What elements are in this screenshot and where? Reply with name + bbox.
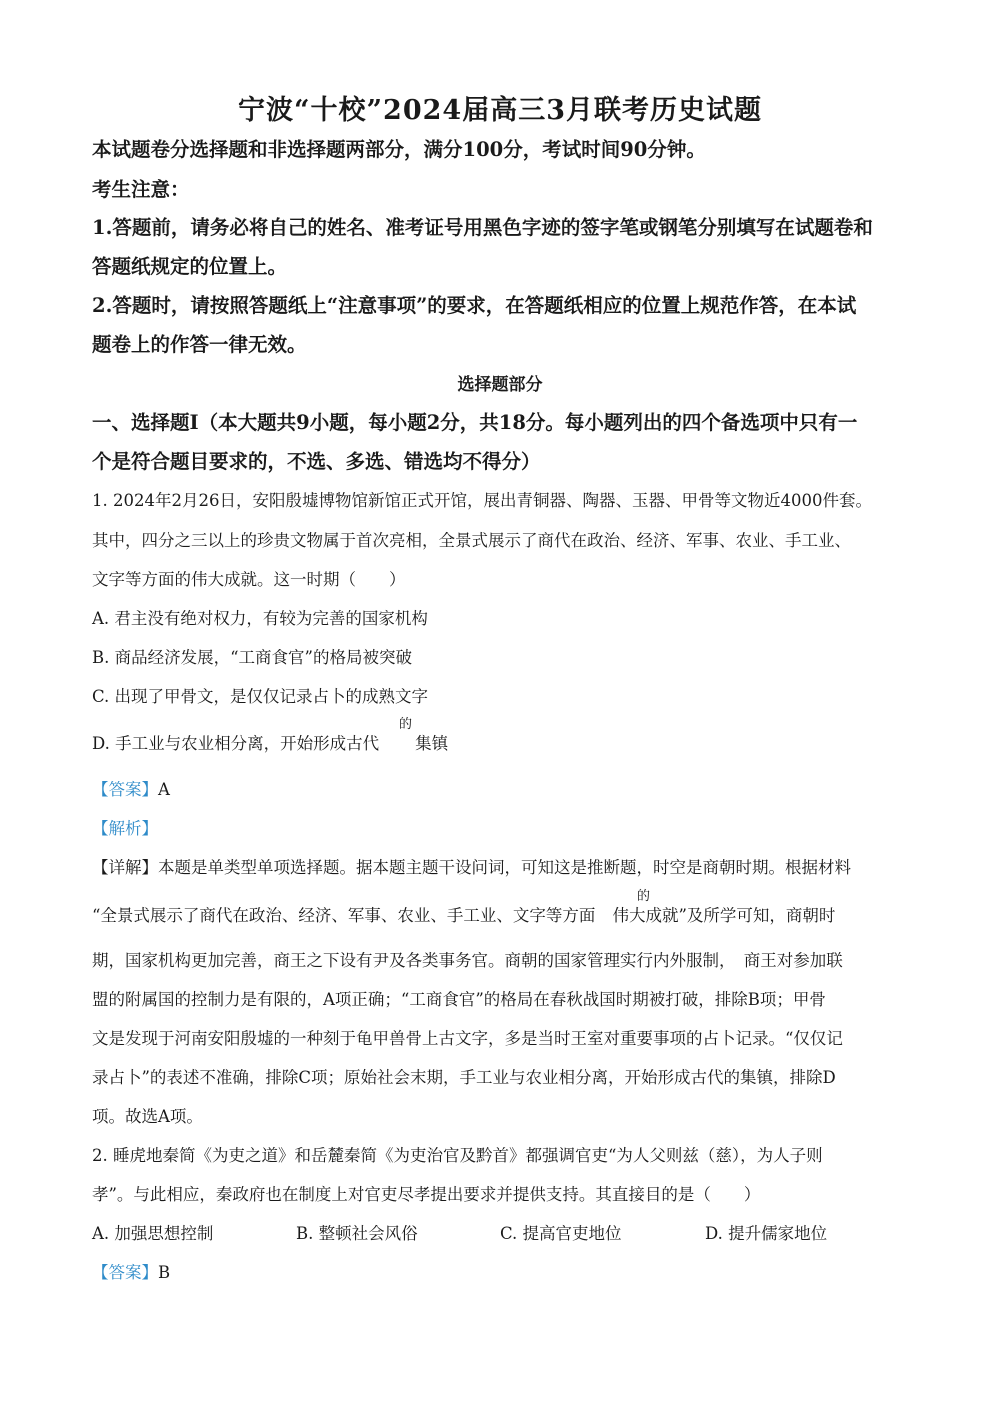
q1-answer-tag: 【答案】 [92, 780, 158, 799]
q2-answer-tag: 【答案】 [92, 1263, 158, 1282]
notice-1-line-1: 1.答题前，请务必将自己的姓名、准考证号用黑色字迹的签字笔或钢笔分别填写在试题卷和 [92, 216, 873, 239]
notice-1-line-2: 答题纸规定的位置上。 [92, 255, 288, 278]
q1-stem-line-1: 1. 2024年2月26日，安阳殷墟博物馆新馆正式开馆，展出青铜器、陶器、玉器、甲骨等文物近4000件套。 [92, 491, 872, 510]
q1-option-a: A. 君主没有绝对权力，有较为完善的国家机构 [92, 609, 428, 628]
intro-text: 本试题卷分选择题和非选择题两部分，满分100分，考试时间90分钟。 [92, 138, 706, 161]
q1-detail-line-2-main: “全景式展示了商代在政治、经济、军事、农业、手工业、文字等方面 [92, 906, 596, 925]
q1-answer-value: A [158, 780, 170, 799]
q2-option-d: D. 提升儒家地位 [705, 1224, 828, 1243]
section-title: 选择题部分 [457, 375, 543, 395]
q1-detail-line-2-tail: 伟大成就”及所学可知，商朝时 [612, 906, 836, 925]
q1-detail-line-3: 期，国家机构更加完善，商王之下设有尹及各类事务官。商朝的国家管理实行内外服制， 商王对参加联 [92, 951, 843, 970]
page-title: 宁波“十校”2024届高三3月联考历史试题 [238, 95, 762, 126]
q1-option-b: B. 商品经济发展，“工商食官”的格局被突破 [92, 648, 412, 667]
q2-option-c: C. 提高官吏地位 [500, 1224, 622, 1243]
q1-detail-line-5: 文是发现于河南安阳殷墟的一种刻于龟甲兽骨上古文字，多是当时王室对重要事项的占卜记录。“仅仅记 [92, 1029, 843, 1048]
q2-answer [92, 1259, 170, 1283]
q1-option-d-tail: 集镇 [415, 734, 449, 753]
part-heading-line-2: 个是符合题目要求的，不选、多选、错选均不得分） [92, 450, 541, 473]
q1-detail-raised-char: 的 [637, 889, 651, 904]
part-heading-line-1: 一、选择题Ⅰ（本大题共9小题，每小题2分，共18分。每小题列出的四个备选项中只有一 [92, 411, 858, 434]
q1-detail-line-6: 录占卜”的表述不准确，排除C项；原始社会末期，手工业与农业相分离，开始形成古代的集镇，排除D [92, 1068, 836, 1087]
q2-stem-line-2: 孝”。与此相应，秦政府也在制度上对官吏尽孝提出要求并提供支持。其直接目的是（ ） [92, 1185, 761, 1204]
q1-detail-line-4: 盟的附属国的控制力是有限的，A项正确；“工商食官”的格局在春秋战国时期被打破，排除B项；甲骨 [92, 990, 826, 1009]
q1-detail-line-7: 项。故选A项。 [92, 1107, 203, 1126]
q1-stem-line-2: 其中，四分之三以上的珍贵文物属于首次亮相，全景式展示了商代在政治、经济、军事、农业、手工业、 [92, 531, 851, 550]
q1-option-d-main: D. 手工业与农业相分离，开始形成古代 [92, 734, 380, 753]
q1-analysis-tag: 【解析】 [92, 819, 158, 838]
q2-answer-value: B [158, 1263, 171, 1282]
notice-heading: 考生注意： [92, 178, 190, 201]
q2-option-a: A. 加强思想控制 [92, 1224, 214, 1243]
q1-answer [92, 776, 170, 800]
q1-option-d-raised-char: 的 [399, 717, 413, 732]
q2-option-b: B. 整顿社会风俗 [296, 1224, 418, 1243]
q2-stem-line-1: 2. 睡虎地秦简《为吏之道》和岳麓秦简《为吏治官及黔首》都强调官吏“为人父则兹（慈），为人子则 [92, 1146, 823, 1165]
notice-2-line-2: 题卷上的作答一律无效。 [92, 333, 307, 356]
q1-option-d [92, 730, 448, 754]
q1-detail-line-2 [92, 902, 835, 926]
q1-stem-line-3: 文字等方面的伟大成就。这一时期（ ） [92, 570, 406, 589]
q1-detail-line-1: 【详解】本题是单类型单项选择题。据本题主题干设问词，可知这是推断题，时空是商朝时期。根据材料 [92, 858, 851, 877]
notice-2-line-1: 2.答题时，请按照答题纸上“注意事项”的要求，在答题纸相应的位置上规范作答，在本试 [92, 294, 857, 317]
q1-option-c: C. 出现了甲骨文，是仅仅记录占卜的成熟文字 [92, 687, 429, 706]
